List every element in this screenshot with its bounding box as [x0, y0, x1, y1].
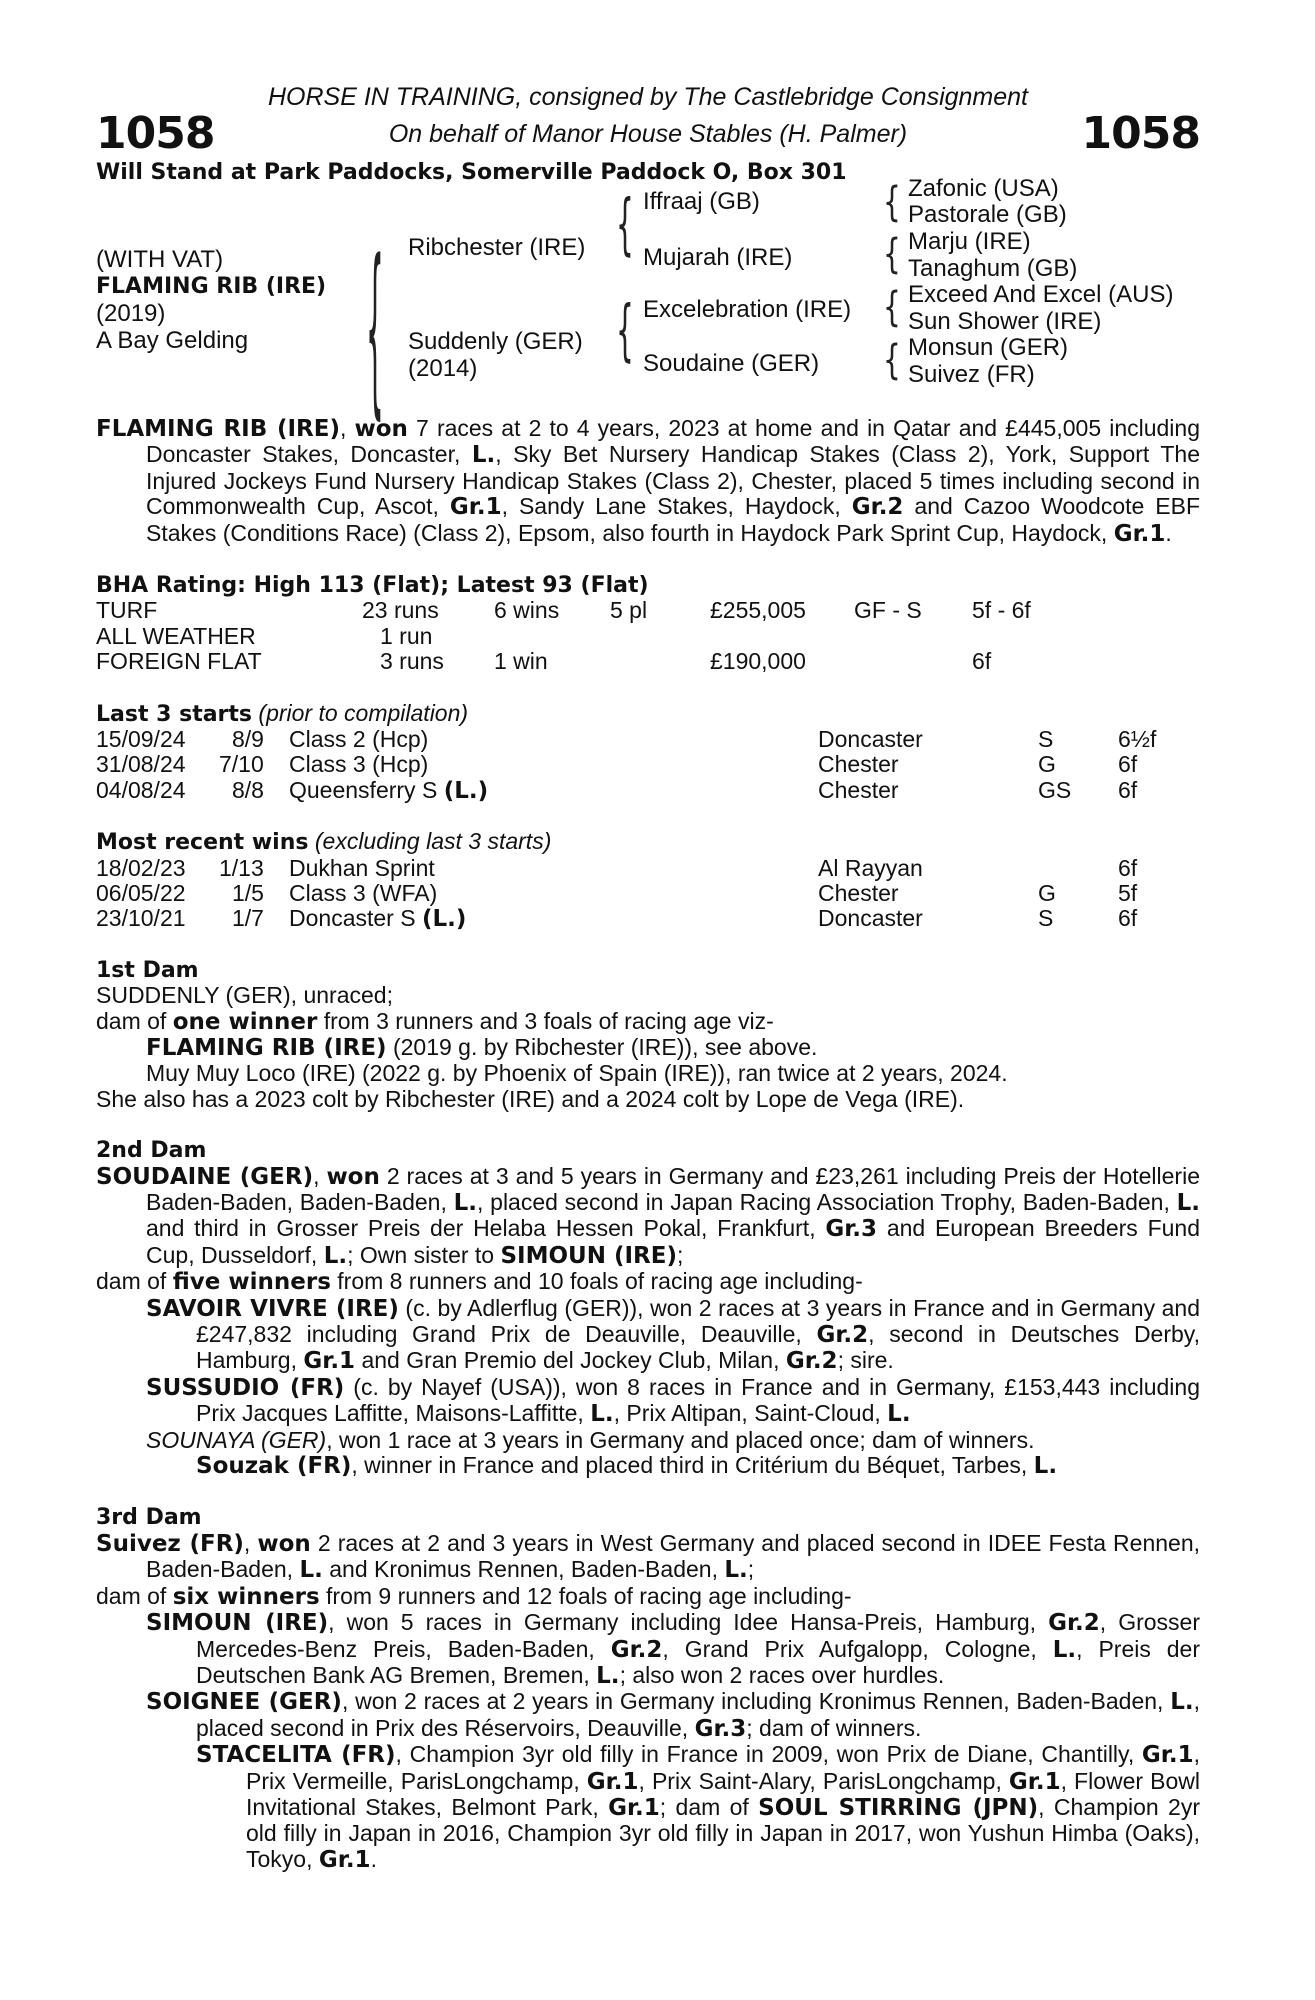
second-dam-heading: 2nd Dam — [96, 1138, 207, 1164]
table-row: 31/08/24 7/10 Class 3 (Hcp) Chester G 6f — [96, 751, 1138, 778]
bha-row: FOREIGN FLAT 3 runs 1 win £190,000 6f — [96, 648, 992, 675]
sire-dam-sire: Marju (IRE) — [908, 228, 1031, 255]
recent-wins-heading: Most recent wins (excluding last 3 starts) — [96, 828, 552, 856]
produce-entry: SIMOUN (IRE), won 5 races in Germany including Idee Hansa-Preis, Hamburg, Gr.2, Grosser Mercedes-Benz Preis, Baden-Baden, Gr.2, Grand Prix Aufgalopp, Cologne, L., Preis der Deutschen Bank AG Bremen, Bremen, L.; also won 2 races over hurdles. — [146, 1609, 1201, 1689]
brace-ds: { — [883, 282, 901, 331]
sire-dam-dam: Tanaghum (GB) — [908, 255, 1078, 282]
stand-location: Will Stand at Park Paddocks, Somerville Paddock O, Box 301 — [96, 160, 847, 185]
produce-entry: SOUNAYA (GER), won 1 race at 3 years in Germany and placed once; dam of winners. — [146, 1426, 1035, 1453]
second-dam-record: SOUDAINE (GER), won 2 races at 3 and 5 years in Germany and £23,261 including Preis der Hotellerie Baden-Baden, Baden-Baden, L., placed second in Japan Racing Association Trophy, Baden-Baden, L. and third in Grosser Preis der Helaba Hessen Pokal, Frankfurt, Gr.3 and European Breeders Fund Cup, Dusseldorf, L.; Own sister to SIMOUN (IRE); — [96, 1162, 1200, 1269]
first-dam-line: SUDDENLY (GER), unraced; — [96, 982, 393, 1009]
produce-entry: Muy Muy Loco (IRE) (2022 g. by Phoenix of Spain (IRE)), ran twice at 2 years, 2024. — [146, 1060, 1008, 1087]
dam-year: (2014) — [408, 355, 478, 382]
bha-record-table — [96, 598, 1200, 674]
bha-row: TURF 23 runs 6 wins 5 pl £255,005 GF - S 5f - 6f — [96, 597, 1031, 624]
consignor-line: HORSE IN TRAINING, consigned by The Castlebridge Consignment — [267, 83, 1029, 111]
produce-entry: SAVOIR VIVRE (IRE) (c. by Adlerflug (GER)), won 2 races at 3 years in France and in Germany and £247,832 including Grand Prix de Deauville, Deauville, Gr.2, second in Deutsches Derby, Hamburg, Gr.1 and Gran Premio del Jockey Club, Milan, Gr.2; sire. — [146, 1294, 1200, 1375]
dam-sire-dam: Sun Shower (IRE) — [908, 308, 1102, 335]
table-row: 15/09/24 8/9 Class 2 (Hcp) Doncaster S 6½f — [96, 726, 1157, 753]
pedigree-table — [96, 175, 1200, 438]
produce-entry: STACELITA (FR), Champion 3yr old filly in France in 2009, won Prix de Diane, Chantilly, Gr.1, Prix Vermeille, ParisLongchamp, Gr.1, Prix Saint-Alary, ParisLongchamp, Gr.1, Flower Bowl Invitational Stakes, Belmont Park, Gr.1; dam of SOUL STIRRING (JPN), Champion 2yr old filly in Japan in 2016, Champion 3yr old filly in Japan in 2017, won Yushun Himba (Oaks), Tokyo, Gr.1. — [196, 1741, 1201, 1873]
third-dam-heading: 3rd Dam — [96, 1505, 202, 1531]
sire-name: Ribchester (IRE) — [408, 234, 586, 261]
produce-entry: Souzak (FR), winner in France and placed third in Critérium du Béquet, Tarbes, L. — [196, 1452, 1058, 1480]
third-dam-record: Suivez (FR), won 2 races at 2 and 3 years in West Germany and placed second in IDEE Festa Rennen, Baden-Baden, L. and Kronimus Rennen, Baden-Baden, L.; — [96, 1529, 1200, 1584]
brace-ss: { — [883, 177, 901, 226]
vat-label: (WITH VAT) — [96, 246, 224, 273]
first-dam-note: She also has a 2023 colt by Ribchester (IRE) and a 2024 colt by Lope de Vega (IRE). — [96, 1085, 965, 1112]
dam-dam: Soudaine (GER) — [643, 350, 820, 377]
last-3-starts-heading: Last 3 starts (prior to compilation) — [96, 699, 469, 727]
horse-name: FLAMING RIB (IRE) — [96, 274, 327, 299]
dam-sire-sire: Exceed And Excel (AUS) — [908, 281, 1174, 308]
horse-description: A Bay Gelding — [96, 327, 249, 354]
lot-number-left: 1058 — [96, 108, 215, 159]
last-3-starts-table — [96, 727, 1200, 803]
dam-sire: Excelebration (IRE) — [643, 296, 852, 323]
brace-sd: { — [883, 229, 901, 278]
brace-main: { — [366, 220, 384, 438]
brace-sire: { — [616, 184, 634, 264]
lot-number-right: 1058 — [1081, 108, 1200, 159]
dam-dam-sire: Monsun (GER) — [908, 334, 1069, 361]
vendor-line: On behalf of Manor House Stables (H. Palmer) — [388, 120, 908, 148]
brace-dd: { — [883, 335, 901, 384]
dam-dam-dam: Suivez (FR) — [908, 361, 1035, 388]
produce-entry: SOIGNEE (GER), won 2 races at 2 years in Germany including Kronimus Rennen, Baden-Baden, L., placed second in Prix des Réservoirs, Deauville, Gr.3; dam of winners. — [146, 1688, 1200, 1742]
produce-entry: SUSSUDIO (FR) (c. by Nayef (USA)), won 8 races in France and in Germany, £153,443 including Prix Jacques Laffitte, Maisons-Laffitte, L., Prix Altipan, Saint-Cloud, L. — [146, 1373, 1201, 1428]
third-dam-produce-line: dam of six winners from 9 runners and 12 foals of racing age including- — [96, 1582, 852, 1610]
sire-sire-dam: Pastorale (GB) — [908, 201, 1067, 228]
bha-row: ALL WEATHER 1 run — [96, 622, 433, 649]
dam-name: Suddenly (GER) — [408, 328, 583, 355]
first-dam-heading: 1st Dam — [96, 957, 199, 983]
table-row: 04/08/24 8/8 Queensferry S (L.) Chester GS 6f — [96, 776, 1138, 804]
race-record-summary: FLAMING RIB (IRE), won 7 races at 2 to 4 years, 2023 at home and in Qatar and £445,005 including Doncaster Stakes, Doncaster, L., Sky Bet Nursery Handicap Stakes (Class 2), York, Support The Injured Jockeys Fund Nursery Handicap Stakes (Class 2), Chester, placed 5 times including second in Commonwealth Cup, Ascot, Gr.1, Sandy Lane Stakes, Haydock, Gr.2 and Cazoo Woodcote EBF Stakes (Conditions Race) (Class 2), Epsom, also fourth in Haydock Park Sprint Cup, Haydock, Gr.1. — [96, 415, 1201, 547]
bha-rating-heading: BHA Rating: High 113 (Flat); Latest 93 (Flat) — [96, 573, 649, 599]
table-row: 23/10/21 1/7 Doncaster S (L.) Doncaster S 6f — [96, 905, 1138, 933]
brace-dam: { — [616, 290, 634, 370]
first-dam-produce-line: dam of one winner from 3 runners and 3 foals of racing age viz- — [96, 1007, 774, 1035]
second-dam-produce-line: dam of five winners from 8 runners and 10 foals of racing age including- — [96, 1268, 863, 1296]
table-row: 18/02/23 1/13 Dukhan Sprint Al Rayyan 6f — [96, 854, 1138, 881]
produce-entry: FLAMING RIB (IRE) (2019 g. by Ribchester (IRE)), see above. — [146, 1033, 818, 1061]
sire-dam: Mujarah (IRE) — [643, 244, 793, 271]
sire-sire-sire: Zafonic (USA) — [908, 175, 1059, 202]
catalogue-page — [96, 78, 1200, 1873]
table-row: 06/05/22 1/5 Class 3 (WFA) Chester G 5f — [96, 879, 1138, 906]
sire-sire: Iffraaj (GB) — [643, 188, 760, 215]
foaling-year: (2019) — [96, 300, 166, 327]
summary-horse-name: FLAMING RIB (IRE) — [96, 416, 340, 442]
recent-wins-table — [96, 856, 1200, 932]
